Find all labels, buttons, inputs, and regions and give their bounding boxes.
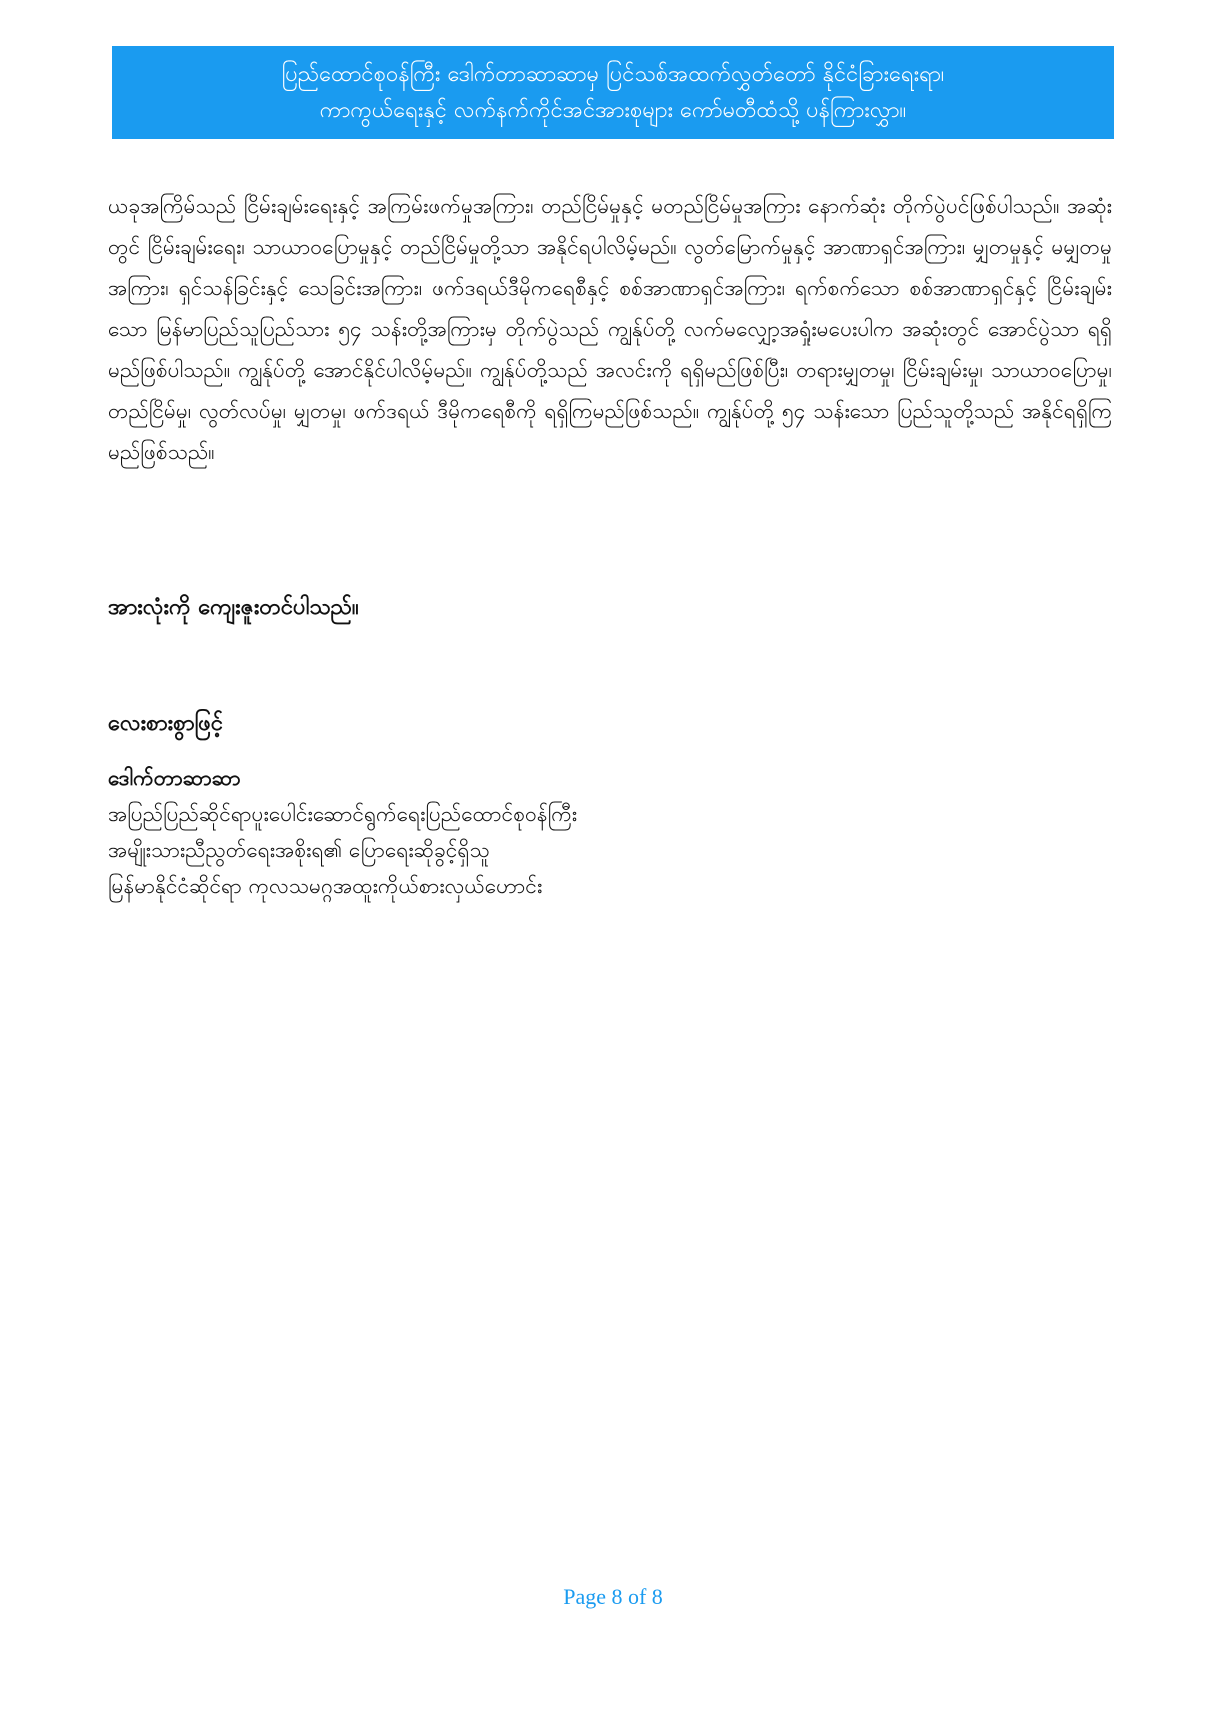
signatory-title-3: မြန်မာနိုင်ငံဆိုင်ရာ ကုလသမဂ္ဂအထူးကိုယ်စားလှယ်ဟောင်း [108,874,543,898]
signature-intro: လေးစားစွာဖြင့် [108,711,224,736]
signature-block [108,760,1108,904]
signatory-title-1: အပြည်ပြည်ဆိုင်ရာပူးပေါင်းဆောင်ရွက်ရေးပြည်ထောင်စုဝန်ကြီး [108,802,578,826]
body-paragraph: ယခုအကြိမ်သည် ငြိမ်းချမ်းရေးနှင့် အကြမ်းဖက်မှုအကြား၊ တည်ငြိမ်မှုနှင့် မတည်ငြိမ်မှုအကြား နောက်ဆုံး တိုက်ပွဲပင်ဖြစ်ပါသည်။ အဆုံးတွင် ငြိမ်းချမ်းရေး၊ သာယာဝပြောမှုနှင့် တည်ငြိမ်မှုတို့သာ အနိုင်ရပါလိမ့်မည်။ လွတ်မြောက်မှုနှင့် အာဏာရှင်အကြား၊ မျှတမှုနှင့် မမျှတမှုအကြား၊ ရှင်သန်ခြင်းနှင့် သေခြင်းအကြား၊ ဖက်ဒရယ်ဒီမိုကရေစီနှင့် စစ်အာဏာရှင်အကြား၊ ရက်စက်သော စစ်အာဏာရှင်နှင့် ငြိမ်းချမ်းသော မြန်မာပြည်သူပြည်သား ၅၄ သန်းတို့အကြားမှ တိုက်ပွဲသည် ကျွန်ုပ်တို့ လက်မလျှော့အရှုံးမပေးပါက အဆုံးတွင် အောင်ပွဲသာ ရရှိမည်ဖြစ်ပါသည်။ ကျွန်ုပ်တို့ အောင်နိုင်ပါလိမ့်မည်။ ကျွန်ုပ်တို့သည် အလင်းကို ရရှိမည်ဖြစ်ပြီး၊ တရားမျှတမှု၊ ငြိမ်းချမ်းမှု၊ သာယာဝပြောမှု၊ တည်ငြိမ်မှု၊ လွတ်လပ်မှု၊ မျှတမှု၊ ဖက်ဒရယ် ဒီမိုကရေစီကို ရရှိကြမည်ဖြစ်သည်။ ကျွန်ုပ်တို့ ၅၄ သန်းသော ပြည်သူတို့သည် အနိုင်ရရှိကြမည်ဖြစ်သည်။ [108,194,1112,464]
header-title-line-1: ပြည်ထောင်စုဝန်ကြီး ဒေါက်တာဆာဆာမှ ပြင်သစ်အထက်လွှတ်တော် နိုင်ငံခြားရေးရာ၊ [281,61,945,87]
signatory-title-2: အမျိုးသားညီညွတ်ရေးအစိုးရ၏ ပြောရေးဆိုခွင့်ရှိသူ [108,838,490,862]
header-title-line-2: ကာကွယ်ရေးနှင့် လက်နက်ကိုင်အင်အားစုများ ကော်မတီထံသို့ ပန်ကြားလွှာ။ [319,97,907,123]
header-banner [112,46,1114,139]
signatory-name: ဒေါက်တာဆာဆာ [108,766,241,790]
page-number: Page 8 of 8 [563,1584,663,1609]
closing-thanks: အားလုံးကို ကျေးဇူးတင်ပါသည်။ [108,595,359,620]
